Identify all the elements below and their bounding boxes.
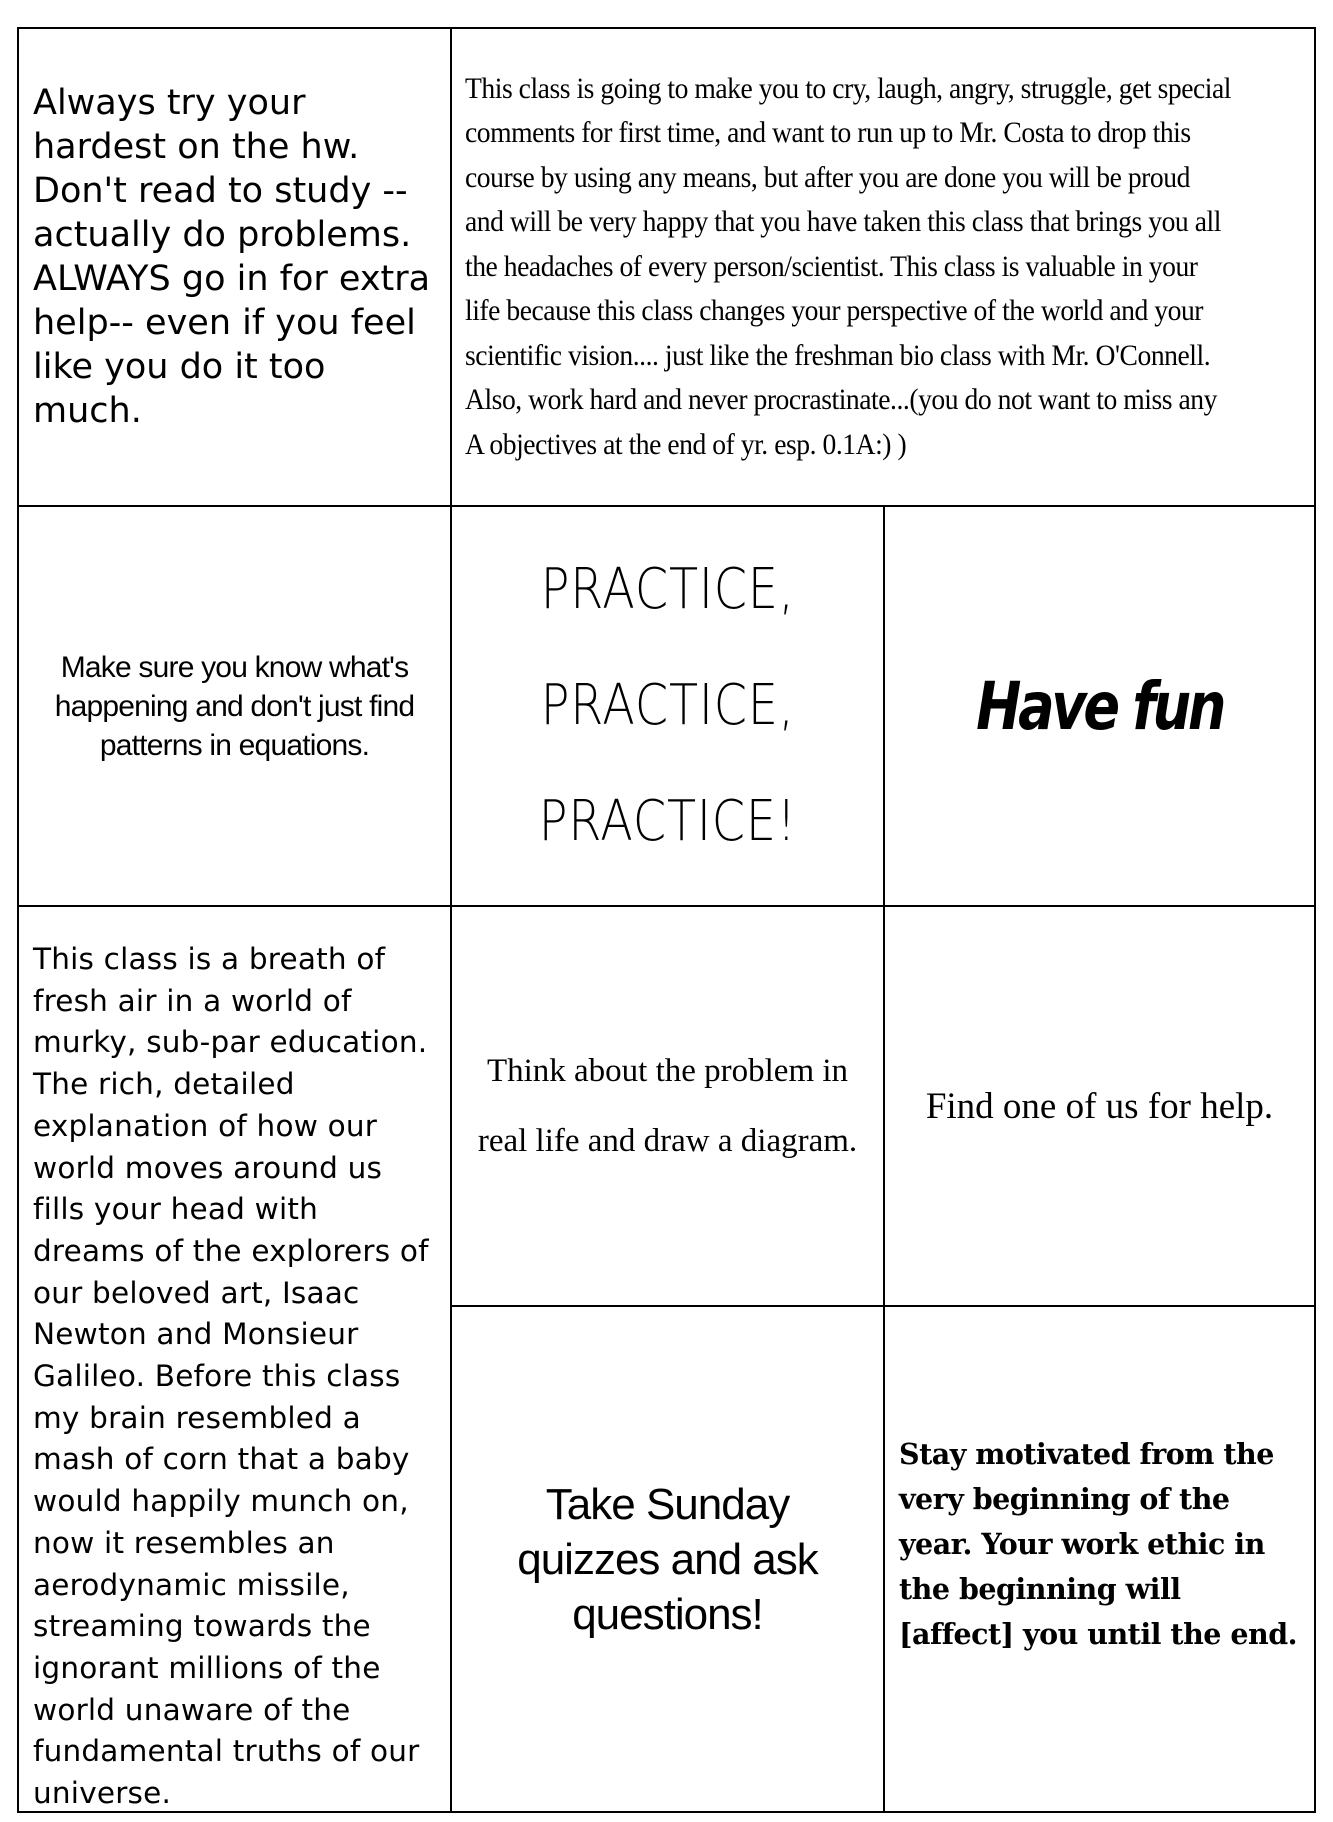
tip-breath-of-fresh-air: This class is a breath of fresh air in a world of murky, sub-par education. The rich, detailed explanation of how our world moves around us fills your head with dreams of the explorers of our beloved art, Isaac Newton and Monsieur Galileo. Before this class my brain resembled a mash of corn that a baby would happily munch on, now it resembles an aerodynamic missile, streaming towards the ignorant millions of the world unaware of the fundamental truths of our universe. [33,942,429,1811]
tip-cell-have-fun [883,505,1316,907]
tip-find-help: Find one of us for help. [925,1085,1274,1127]
tip-have-fun: Have fun [975,667,1223,745]
tip-cell-breath-of-fresh-air [17,905,452,1813]
tip-cell-understand [17,505,452,907]
tips-grid [17,27,1316,1813]
tip-sunday-quizzes: Take Sunday quizzes and ask questions! [517,1479,818,1639]
tip-practice: PRACTICE, PRACTICE, PRACTICE! [538,557,797,854]
tip-think-problem: Think about the problem in real life and draw a diagram. [477,1053,858,1159]
tip-understand: Make sure you know what's happening and don't just find patterns in equations. [54,650,415,762]
tip-cell-practice [450,505,885,907]
tip-class-reflection: This class is going to make you to cry, laugh, angry, struggle, get special comments for first time, and want to run up to Mr. Costa to drop this course by using any means, but after you are done you will be proud and will be very happy that you have taken this class that brings you all the headaches of every person/scientist. This class is valuable in your life because this class changes your perspective of the world and your scientific vision.... just like the freshman bio class with Mr. O'Connell. Also, work hard and never procrastinate...(you do not want to miss any A objectives at the end of yr. esp. 0.1A:) ) [465,71,1231,461]
tip-stay-motivated: Stay motivated from the very beginning of the year. Your work ethic in the beginning will [affect] you until the end. [899,1436,1298,1651]
tip-cell-find-help [883,905,1316,1307]
tip-hw-advice: Always try your hardest on the hw. Don't read to study -- actually do problems. ALWAYS go in for extra help-- even if you feel like you do it too much. [33,83,431,431]
tip-cell-class-reflection [450,27,1316,507]
tip-cell-think-problem [450,905,885,1307]
tip-cell-hw-advice [17,27,452,507]
tip-cell-sunday-quizzes [450,1305,885,1813]
tip-cell-stay-motivated [883,1305,1316,1813]
